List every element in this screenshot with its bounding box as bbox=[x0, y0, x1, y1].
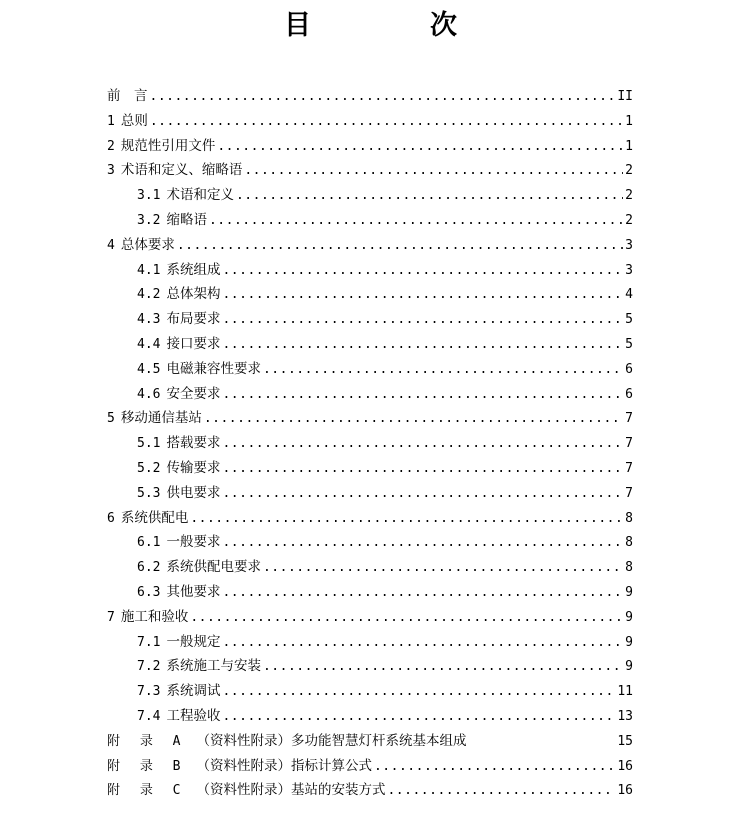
toc-appendix-c[interactable] bbox=[107, 778, 633, 803]
toc-entry-title: 总体要求 bbox=[120, 236, 175, 253]
toc-entry-number: 2 bbox=[107, 138, 115, 154]
toc-page-number: 9 bbox=[625, 659, 633, 675]
toc-page-number: 5 bbox=[625, 312, 633, 328]
toc-page-number: 8 bbox=[625, 535, 633, 551]
toc-entry-number: 5.2 bbox=[137, 460, 161, 476]
toc-dot-leader bbox=[222, 333, 623, 358]
toc-entry-title: 前 言 bbox=[107, 88, 148, 104]
toc-subentry[interactable] bbox=[107, 357, 633, 382]
toc-subentry[interactable] bbox=[107, 630, 633, 655]
toc-entry-number: 6.2 bbox=[137, 560, 161, 576]
toc-dot-leader bbox=[217, 135, 623, 160]
toc-entry-number: 4.6 bbox=[137, 386, 161, 402]
toc-dot-leader bbox=[222, 457, 623, 482]
toc-entry-number: 6.1 bbox=[137, 535, 161, 551]
toc-dot-leader bbox=[204, 407, 623, 432]
toc-entry-title: （资料性附录）基站的安装方式 bbox=[196, 782, 386, 799]
toc-dot-leader bbox=[387, 779, 615, 804]
toc-entry-number: 4.5 bbox=[137, 361, 161, 377]
toc-page-number: 3 bbox=[625, 237, 633, 253]
toc-subentry[interactable] bbox=[107, 654, 633, 679]
toc-subentry[interactable] bbox=[107, 555, 633, 580]
toc-dot-leader bbox=[222, 680, 615, 705]
toc-entry-number: 6 bbox=[107, 510, 115, 526]
toc-entry-title: 布局要求 bbox=[166, 311, 221, 328]
toc-entry-number: 5.3 bbox=[137, 485, 161, 501]
toc-dot-leader bbox=[190, 606, 623, 631]
toc-entry-title: 系统调试 bbox=[166, 683, 221, 700]
toc-entry-number: 7.3 bbox=[137, 684, 161, 700]
toc-page-number: 6 bbox=[625, 386, 633, 402]
toc-appendix-label: 附 录 B bbox=[107, 758, 187, 774]
toc-entry-title: 一般规定 bbox=[166, 633, 221, 650]
toc-entry-number: 4.4 bbox=[137, 336, 161, 352]
toc-page-number: 9 bbox=[625, 609, 633, 625]
toc-dot-leader bbox=[236, 184, 623, 209]
toc-dot-leader bbox=[209, 209, 623, 234]
toc-entry[interactable] bbox=[107, 506, 633, 531]
toc-page-number: 4 bbox=[625, 287, 633, 303]
toc-entry-number: 3.1 bbox=[137, 188, 161, 204]
toc-dot-leader bbox=[222, 432, 623, 457]
toc-page-number: 6 bbox=[625, 361, 633, 377]
toc-subentry[interactable] bbox=[107, 307, 633, 332]
toc-dot-leader bbox=[222, 705, 615, 730]
toc-page-number: 2 bbox=[625, 212, 633, 228]
toc-page-number: 5 bbox=[625, 336, 633, 352]
toc-dot-leader bbox=[222, 482, 623, 507]
toc-dot-leader bbox=[150, 110, 623, 135]
toc-dot-leader bbox=[177, 234, 623, 259]
toc-entry-preface[interactable] bbox=[107, 84, 633, 109]
toc-entry-title: 安全要求 bbox=[166, 385, 221, 402]
toc-dot-leader bbox=[222, 308, 623, 333]
toc-entry-number: 5.1 bbox=[137, 436, 161, 452]
toc-dot-leader bbox=[222, 531, 623, 556]
toc-entry-title: 移动通信基站 bbox=[120, 410, 202, 427]
toc-dot-leader bbox=[263, 358, 623, 383]
toc-entry-number: 4.3 bbox=[137, 312, 161, 328]
toc-subentry[interactable] bbox=[107, 208, 633, 233]
toc-page-number: 9 bbox=[625, 634, 633, 650]
toc-entry-title: 搭载要求 bbox=[166, 435, 221, 452]
toc-entry-title: 系统供配电要求 bbox=[166, 559, 261, 576]
toc-dot-leader bbox=[222, 383, 623, 408]
toc-page-number: 7 bbox=[625, 436, 633, 452]
toc-entry-title: 术语和定义、缩略语 bbox=[120, 162, 243, 179]
toc-dot-leader bbox=[222, 283, 623, 308]
toc-entry[interactable] bbox=[107, 605, 633, 630]
toc-entry-title: 缩略语 bbox=[166, 211, 207, 228]
toc-entry-title: 电磁兼容性要求 bbox=[166, 360, 261, 377]
toc-dot-leader bbox=[244, 159, 623, 184]
toc-appendix-label: 附 录 C bbox=[107, 783, 187, 799]
page-title: 目 次 bbox=[284, 10, 503, 41]
toc-page-number: 1 bbox=[625, 138, 633, 154]
toc-entry-title: （资料性附录）指标计算公式 bbox=[196, 757, 372, 774]
toc-entry[interactable] bbox=[107, 109, 633, 134]
toc-page-number: 7 bbox=[625, 460, 633, 476]
toc-page-number: 2 bbox=[625, 188, 633, 204]
toc-entry-title: 系统施工与安装 bbox=[166, 658, 261, 675]
toc-entry[interactable] bbox=[107, 134, 633, 159]
toc-entry[interactable] bbox=[107, 158, 633, 183]
toc-entry-title: 系统供配电 bbox=[120, 509, 189, 526]
toc-entry-title: 供电要求 bbox=[166, 484, 221, 501]
toc-page-number: 7 bbox=[625, 485, 633, 501]
toc-subentry[interactable] bbox=[107, 382, 633, 407]
toc-entry[interactable] bbox=[107, 233, 633, 258]
toc-entry-title: （资料性附录）多功能智慧灯杆系统基本组成 bbox=[196, 732, 467, 749]
toc-entry-number: 7 bbox=[107, 609, 115, 625]
toc-page-number: 3 bbox=[625, 262, 633, 278]
toc-dot-leader bbox=[222, 259, 623, 284]
toc-entry-number: 7.1 bbox=[137, 634, 161, 650]
toc-entry-number: 7.4 bbox=[137, 708, 161, 724]
toc-subentry[interactable] bbox=[107, 481, 633, 506]
toc-entry-number: 5 bbox=[107, 411, 115, 427]
toc-appendix-label: 附 录 A bbox=[107, 733, 187, 749]
toc-subentry[interactable] bbox=[107, 704, 633, 729]
toc-entry-number: 1 bbox=[107, 113, 115, 129]
toc-subentry[interactable] bbox=[107, 183, 633, 208]
toc-dot-leader bbox=[222, 581, 623, 606]
toc-entry-title: 接口要求 bbox=[166, 335, 221, 352]
toc-entry-title: 施工和验收 bbox=[120, 608, 189, 625]
toc-subentry[interactable] bbox=[107, 580, 633, 605]
toc-dot-leader bbox=[222, 631, 623, 656]
toc-entry-title: 总则 bbox=[120, 112, 148, 129]
toc-entry-title: 规范性引用文件 bbox=[120, 137, 216, 154]
toc-appendix-a[interactable] bbox=[107, 729, 633, 754]
toc-page-number: 15 bbox=[617, 733, 633, 749]
toc-entry-number: 4 bbox=[107, 237, 115, 253]
toc-subentry[interactable] bbox=[107, 679, 633, 704]
toc-entry-number: 4.2 bbox=[137, 287, 161, 303]
toc-page-number: 9 bbox=[625, 584, 633, 600]
toc-page-number: 11 bbox=[617, 684, 633, 700]
toc-page-number: 8 bbox=[625, 510, 633, 526]
toc-page-number: II bbox=[617, 89, 633, 104]
toc-dot-leader bbox=[263, 556, 623, 581]
toc-entry[interactable] bbox=[107, 406, 633, 431]
toc-subentry[interactable] bbox=[107, 258, 633, 283]
toc-page-number: 7 bbox=[625, 411, 633, 427]
toc-entry-title: 术语和定义 bbox=[166, 187, 234, 204]
toc-entry-title: 一般要求 bbox=[166, 534, 221, 551]
toc-entry-number: 3 bbox=[107, 163, 115, 179]
toc-page-number: 16 bbox=[617, 758, 633, 774]
toc-subentry[interactable] bbox=[107, 530, 633, 555]
toc-page-number: 16 bbox=[617, 783, 633, 799]
toc-subentry[interactable] bbox=[107, 431, 633, 456]
toc-entry-title: 总体架构 bbox=[166, 286, 221, 303]
toc-entry-title: 其他要求 bbox=[166, 583, 221, 600]
toc-page-number: 13 bbox=[617, 708, 633, 724]
toc-entry-title: 传输要求 bbox=[166, 459, 221, 476]
toc-appendix-b[interactable] bbox=[107, 754, 633, 779]
toc-page-number: 8 bbox=[625, 560, 633, 576]
toc-page-number: 1 bbox=[625, 113, 633, 129]
toc-subentry[interactable] bbox=[107, 456, 633, 481]
toc-page-number: 2 bbox=[625, 163, 633, 179]
toc-entry-title: 系统组成 bbox=[166, 261, 221, 278]
toc-entry-number: 4.1 bbox=[137, 262, 161, 278]
toc-dot-leader bbox=[150, 85, 616, 110]
toc-entry-title: 工程验收 bbox=[166, 707, 221, 724]
toc-dot-leader bbox=[263, 655, 623, 680]
toc-dot-leader bbox=[374, 755, 615, 780]
toc-dot-leader bbox=[190, 507, 623, 532]
toc-subentry[interactable] bbox=[107, 282, 633, 307]
toc-subentry[interactable] bbox=[107, 332, 633, 357]
toc-entry-number: 6.3 bbox=[137, 584, 161, 600]
toc-entry-number: 3.2 bbox=[137, 212, 161, 228]
toc-entry-number: 7.2 bbox=[137, 659, 161, 675]
table-of-contents bbox=[107, 84, 633, 803]
